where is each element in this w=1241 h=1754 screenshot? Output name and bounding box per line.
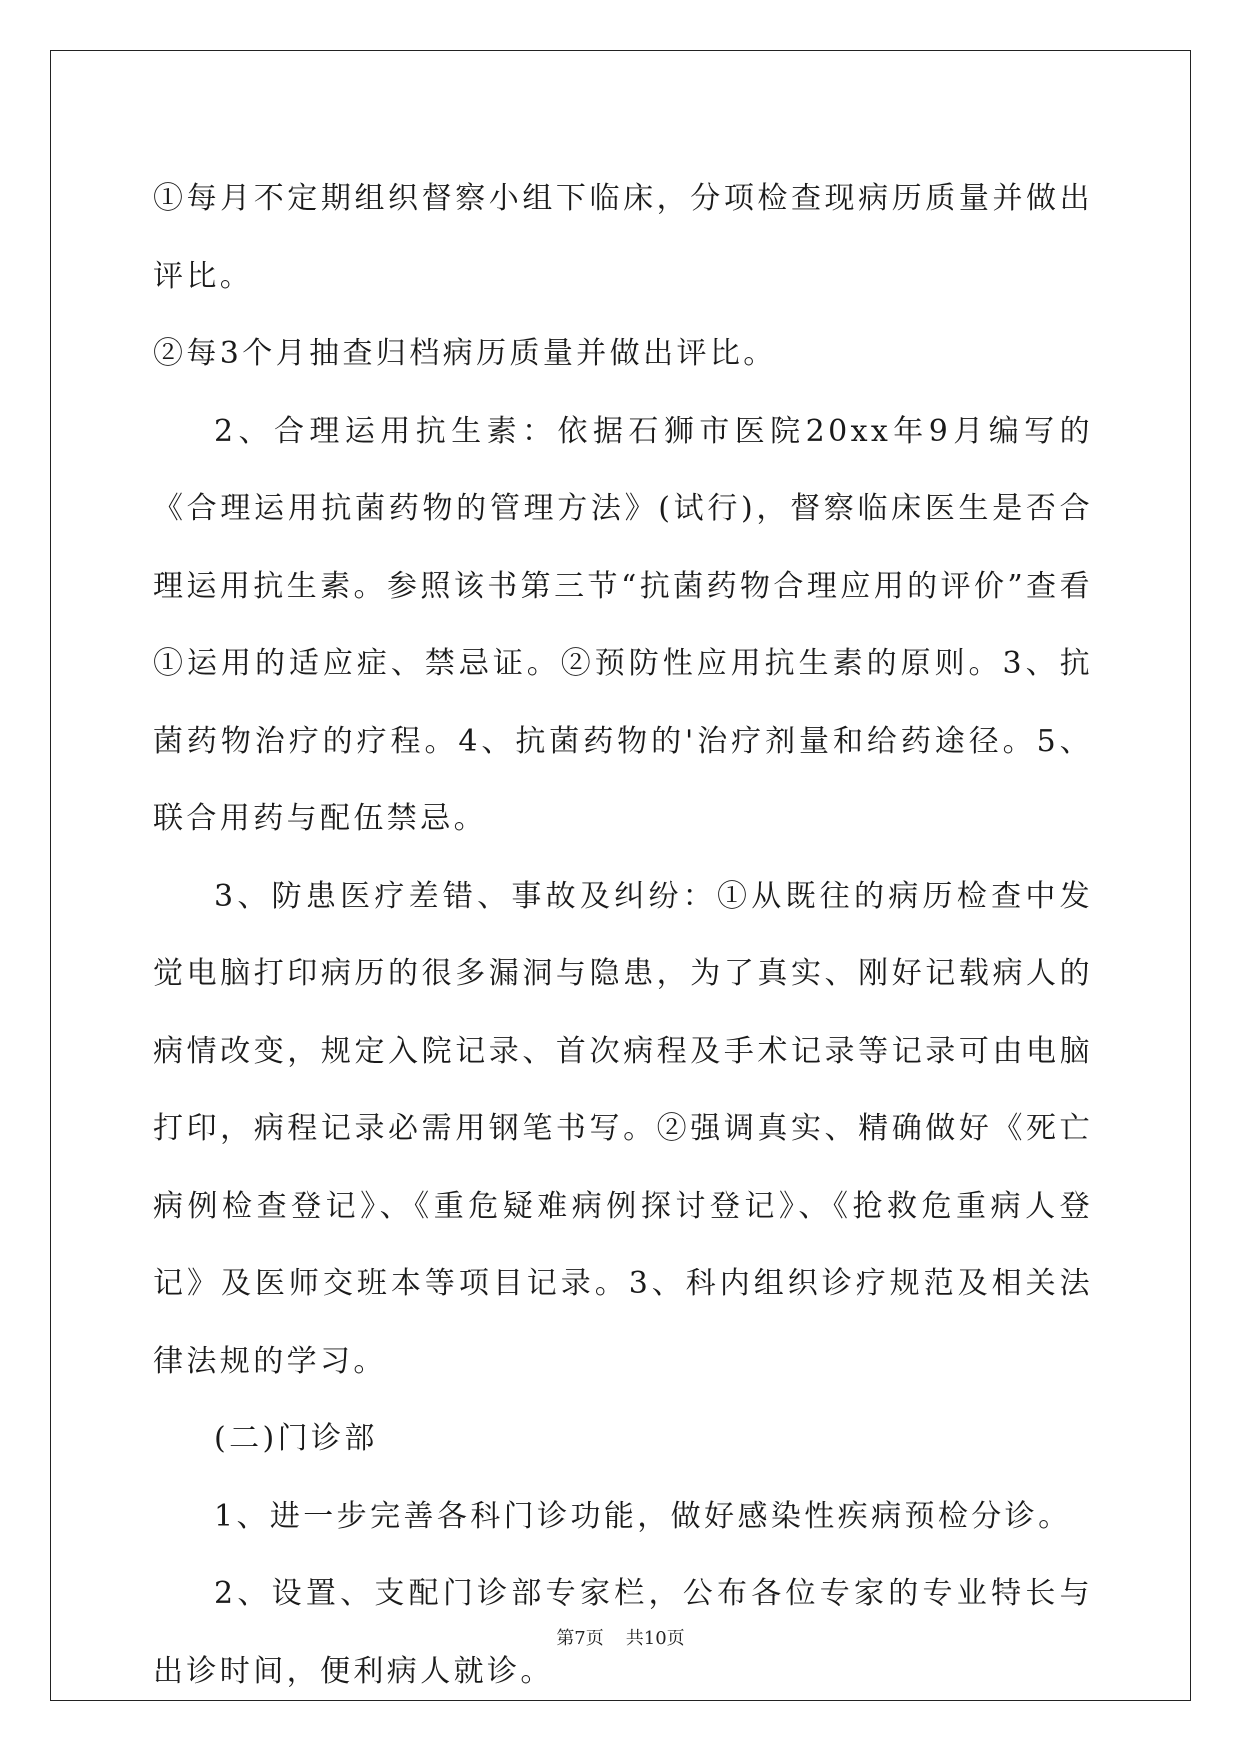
- page-number: 第7页: [556, 1628, 604, 1649]
- page-footer: [0, 1624, 1241, 1650]
- paragraph-4: 3、防患医疗差错、事故及纠纷：①从既往的病历检查中发觉电脑打印病历的很多漏洞与隐患，为了真实、刚好记载病人的病情改变，规定入院记录、首次病程及手术记录等记录可由电脑打印，病程记录必需用钢笔书写。②强调真实、精确做好《死亡病例检查登记》、《重危疑难病例探讨登记》、《抢救危重病人登记》及医师交班本等项目记录。3、科内组织诊疗规范及相关法律法规的学习。: [153, 878, 1093, 1379]
- paragraph-2: ②每3个月抽查归档病历质量并做出评比。: [153, 336, 777, 371]
- section-heading-outpatient: (二)门诊部: [214, 1421, 378, 1456]
- paragraph-6: 1、进一步完善各科门诊功能，做好感染性疾病预检分诊。: [214, 1498, 1072, 1534]
- document-body: [153, 168, 1093, 1710]
- paragraph-1: ①每月不定期组织督察小组下临床，分项检查现病历质量并做出评比。: [153, 181, 1093, 294]
- paragraph-3: 2、合理运用抗生素：依据石狮市医院20xx年9月编写的《合理运用抗菌药物的管理方法》(试行)，督察临床医生是否合理运用抗生素。参照该书第三节“抗菌药物合理应用的评价”查看①运用的适应症、禁忌证。②预防性应用抗生素的原则。3、抗菌药物治疗的疗程。4、抗菌药物的'治疗剂量和给药途径。5、联合用药与配伍禁忌。: [153, 413, 1093, 836]
- paragraph-7: 2、设置、支配门诊部专家栏，公布各位专家的专业特长与出诊时间，便利病人就诊。: [153, 1576, 1093, 1689]
- page-total: 共10页: [625, 1628, 685, 1649]
